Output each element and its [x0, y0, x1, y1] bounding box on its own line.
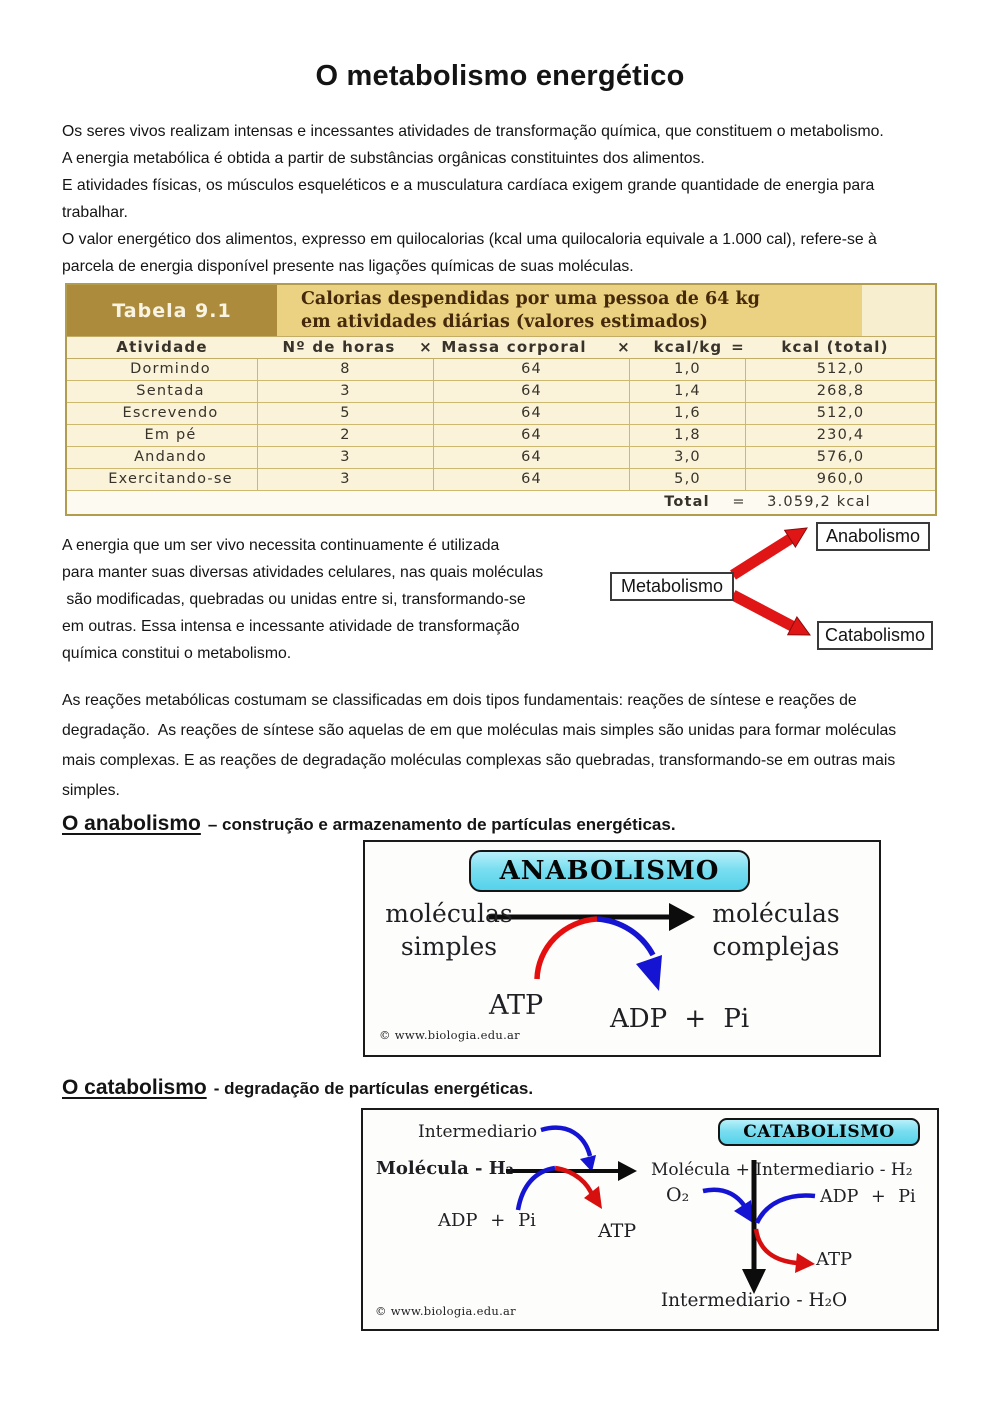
intermediate-input-arrow-blue: [541, 1128, 596, 1172]
text-line: para manter suas diversas atividades celulares, nas quais moléculas: [62, 564, 544, 581]
anabolism-figure: [363, 840, 881, 1057]
catabolism-heading-main: O catabolismo: [62, 1076, 207, 1099]
cell-mass: 64: [433, 381, 629, 402]
intermediate-h2o-label: Intermediario - H₂O: [660, 1290, 848, 1311]
metabolism-paragraph: [62, 532, 642, 667]
table-row: [67, 403, 935, 425]
table-header-pad: [862, 285, 935, 336]
cell-kcaltotal: 960,0: [745, 469, 935, 490]
cell-hours: 2: [257, 425, 433, 446]
adp-pi-left-label: ADP + Pi: [438, 1210, 536, 1231]
table-header-band: [67, 285, 935, 336]
atp-left-label: ATP: [598, 1220, 637, 1242]
equals-sign: =: [731, 338, 745, 356]
table-label: Tabela 9.1: [67, 285, 277, 336]
catabolismo-box: Catabolismo: [817, 621, 933, 650]
adp-pi-label: ADP + Pi: [610, 1004, 750, 1034]
text-line: mais complexas. E as reações de degradação moléculas complexas são quebradas, transformando-se em outras mais: [62, 752, 896, 769]
molecules-simple-label: moléculas simples: [385, 899, 513, 961]
red-arrow-to-anabolismo: [733, 528, 807, 575]
text-line: degradação. As reações de síntese são aquelas de em que moléculas mais simples são unidas para formar moléculas: [62, 722, 897, 739]
anabolism-heading: [62, 812, 676, 836]
adp-pi-right-label: ADP + Pi: [820, 1187, 916, 1207]
cell-activity: Em pé: [144, 427, 197, 443]
multiply-sign: ×: [617, 338, 631, 356]
multiply-sign: ×: [419, 338, 433, 356]
table-title-line2: em atividades diárias (valores estimados): [301, 312, 708, 332]
text-line: As reações metabólicas costumam se classificadas em dois tipos fundamentais: reações de síntese e reações de: [62, 692, 857, 709]
anabolism-heading-main: O anabolismo: [62, 812, 201, 835]
cell-kcalkg: 1,4: [629, 381, 745, 402]
cell-mass: 64: [433, 469, 629, 490]
molecules-complex-label: moléculas complejas: [712, 899, 840, 961]
text-line: trabalhar.: [62, 204, 128, 221]
atp-label: ATP: [489, 990, 544, 1021]
intermediate-label: Intermediario: [418, 1122, 538, 1142]
table-total-row: [67, 491, 935, 514]
text-line: Os seres vivos realizam intensas e incessantes atividades de transformação química, que constituem o metabolismo.: [62, 123, 884, 140]
cell-mass: 64: [433, 403, 629, 424]
adp-arc-arrowhead: [636, 955, 662, 991]
catabolismo-title-box: CATABOLISMO: [718, 1118, 920, 1146]
text-line: A energia que um ser vivo necessita continuamente é utilizada: [62, 537, 500, 554]
total-value: 3.059,2 kcal: [767, 494, 871, 510]
table-row: [67, 447, 935, 469]
text-line: são modificadas, quebradas ou unidas entre si, transformando-se: [62, 591, 526, 608]
cell-hours: 3: [257, 469, 433, 490]
text-line: E atividades físicas, os músculos esqueléticos e a musculatura cardíaca exigem grande quantidade de energia para: [62, 177, 875, 194]
o2-label: O₂: [666, 1184, 690, 1206]
figure-credit: © www.biologia.edu.ar: [375, 1304, 516, 1318]
text-line: A energia metabólica é obtida a partir de substâncias orgânicas constituintes dos alimentos.: [62, 150, 705, 167]
cell-kcaltotal: 512,0: [745, 403, 935, 424]
degradation-arrow-black: [742, 1160, 766, 1294]
cell-hours: 5: [257, 403, 433, 424]
cell-mass: 64: [433, 359, 629, 380]
catabolism-figure: [361, 1108, 939, 1331]
atp-energy-arc-red: [537, 919, 597, 979]
table-row: [67, 469, 935, 491]
cell-mass: 64: [433, 425, 629, 446]
table-title: [277, 285, 862, 336]
text-line: em outras. Essa intensa e incessante atividade de transformação: [62, 618, 520, 635]
cell-kcaltotal: 512,0: [745, 359, 935, 380]
total-equals-sign: =: [732, 494, 746, 510]
intro-paragraph: [62, 118, 972, 280]
cell-hours: 8: [257, 359, 433, 380]
anabolismo-box: Anabolismo: [816, 522, 930, 551]
cell-mass: 64: [433, 447, 629, 468]
atp-right-label: ATP: [816, 1249, 853, 1270]
cell-activity: Dormindo: [130, 361, 211, 377]
cell-hours: 3: [257, 381, 433, 402]
cell-kcalkg: 5,0: [629, 469, 745, 490]
cell-kcaltotal: 230,4: [745, 425, 935, 446]
o2-input-arrow-blue: [703, 1190, 753, 1223]
table-row: [67, 425, 935, 447]
cell-kcalkg: 1,8: [629, 425, 745, 446]
text-line: simples.: [62, 782, 120, 799]
table-row: [67, 381, 935, 403]
cell-activity: Sentada: [136, 383, 205, 399]
reactions-paragraph: [62, 686, 972, 806]
cell-kcaltotal: 268,8: [745, 381, 935, 402]
catabolism-heading-subtitle: - degradação de partículas energéticas.: [213, 1079, 534, 1098]
column-header-mass: Massa corporal: [441, 338, 587, 356]
anabolismo-title-box: ANABOLISMO: [469, 850, 750, 892]
cell-kcalkg: 1,6: [629, 403, 745, 424]
atp-arc-right-red: [756, 1229, 797, 1263]
atp-right-arrowhead: [795, 1253, 815, 1273]
atp-left-arrowhead: [584, 1186, 602, 1209]
figure-credit: © www.biologia.edu.ar: [379, 1028, 520, 1042]
table-title-line1: Calorias despendidas por uma pessoa de 64 kg: [301, 289, 760, 309]
adp-arc-right-blue: [757, 1195, 815, 1223]
catabolism-heading: [62, 1076, 533, 1100]
adp-energy-arc-blue: [597, 919, 653, 955]
adp-arc-left-blue: [518, 1168, 555, 1210]
cell-activity: Andando: [134, 449, 207, 465]
column-header-hours: Nº de horas: [282, 338, 396, 356]
total-label: Total: [664, 494, 710, 510]
cell-hours: 3: [257, 447, 433, 468]
cell-kcalkg: 3,0: [629, 447, 745, 468]
cell-activity: Exercitando-se: [108, 471, 233, 487]
page-title: O metabolismo energético: [315, 60, 685, 92]
text-line: parcela de energia disponível presente nas ligações químicas de suas moléculas.: [62, 258, 634, 275]
table-body: [67, 359, 935, 491]
anabolism-heading-subtitle: – construção e armazenamento de partículas energéticas.: [207, 815, 676, 834]
cell-kcaltotal: 576,0: [745, 447, 935, 468]
red-arrow-to-catabolismo: [733, 595, 810, 635]
table-row: [67, 359, 935, 381]
column-header-kcalkg: kcal/kg: [653, 338, 723, 356]
text-line: química constitui o metabolismo.: [62, 645, 292, 662]
cell-activity: Escrevendo: [122, 405, 219, 421]
table-column-header: [67, 336, 935, 359]
calories-table: [65, 283, 937, 516]
metabolismo-box: Metabolismo: [610, 572, 734, 601]
molecule-h2-label: Molécula - H₂: [376, 1158, 514, 1179]
text-line: O valor energético dos alimentos, expresso em quilocalorias (kcal uma quilocaloria equivale a 1.000 cal), refere-se à: [62, 231, 877, 248]
column-header-activity: Atividade: [116, 338, 208, 356]
cell-kcalkg: 1,0: [629, 359, 745, 380]
product-label: Molécula + Intermediario - H₂: [651, 1160, 913, 1180]
column-header-kcaltotal: kcal (total): [781, 338, 889, 356]
